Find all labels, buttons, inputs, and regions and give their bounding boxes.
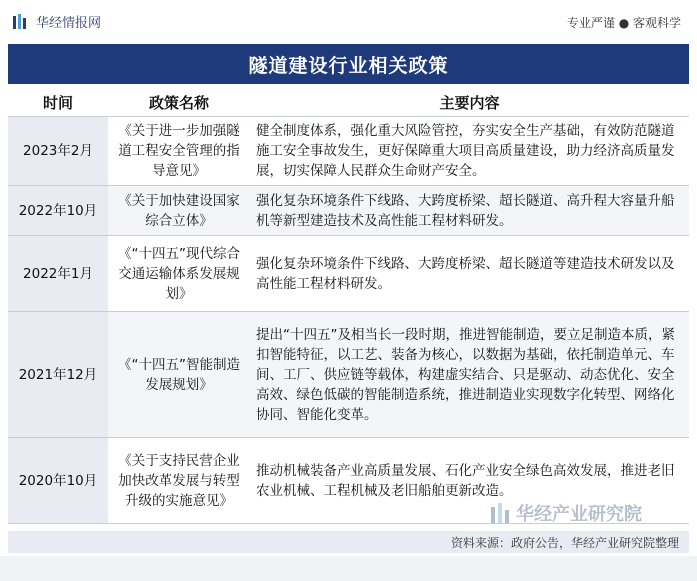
watermark-logo-icon [490,501,510,525]
row-policy-name: 《关于加快建设国家综合立体》 [108,186,250,236]
top-header [0,0,697,42]
brand-logo-icon [12,13,30,31]
watermark-text: 华经产业研究院 [516,504,642,525]
column-header-name: 政策名称 [108,88,250,117]
brand [12,12,101,31]
row-time: 2022年1月 [8,236,108,312]
table-row [8,312,689,438]
bottom-strip [0,556,697,581]
brand-name: 华经情报网 [36,16,102,31]
row-content: 提出“十四五”及相当长一段时期，推进智能制造，要立足制造本质，紧扣智能特征，以工艺、装备为核心，以数据为基础，依托制造单元、车间、工厂、供应链等载体，构建虚实结合、只是驱动、动态优化、安全高效、绿色低碳的智能制造系统，推进制造业实现数字化转型、网络化协同、智能化变革。 [250,312,689,438]
row-time: 2020年10月 [8,438,108,524]
watermark [490,500,642,526]
row-policy-name: 《“十四五”智能制造发展规划》 [108,312,250,438]
row-content: 健全制度体系，强化重大风险管控，夯实安全生产基础，有效防范隧道施工安全事故发生，更好保障重大项目高质量建设，助力经济高质量发展，切实保障人民群众生命财产安全。 [250,117,689,186]
row-time: 2023年2月 [8,117,108,186]
title-bar [8,44,689,84]
table-row [8,117,689,186]
page-title: 隧道建设行业相关政策 [248,54,449,77]
column-header-time: 时间 [8,88,108,117]
column-header-content: 主要内容 [250,88,689,117]
row-content: 强化复杂环境条件下线路、大跨度桥梁、超长隧道、高升程大容量升船机等新型建造技术及高性能工程材料研发。 [250,186,689,236]
table-header-row [8,88,689,117]
row-time: 2022年10月 [8,186,108,236]
row-policy-name: 《“十四五”现代综合交通运输体系发展规划》 [108,236,250,312]
table-row [8,236,689,312]
source-footer [8,531,689,553]
row-content: 推动机械装备产业高质量发展、石化产业安全绿色高效发展，推进老旧农业机械、工程机械及老旧船舶更新改造。 [250,438,689,524]
row-policy-name: 《关于进一步加强隧道工程安全管理的指导意见》 [108,117,250,186]
table-row [8,186,689,236]
row-policy-name: 《关于支持民营企业加快改革发展与转型升级的实施意见》 [108,438,250,524]
row-time: 2021年12月 [8,312,108,438]
policy-table [8,88,689,524]
tagline: 专业严谨 ● 客观科学 [566,16,681,30]
row-content: 强化复杂环境条件下线路、大跨度桥梁、超长隧道等建造技术研发以及高性能工程材料研发。 [250,236,689,312]
source-note: 资料来源：政府公告，华经产业研究院整理 [450,536,679,550]
